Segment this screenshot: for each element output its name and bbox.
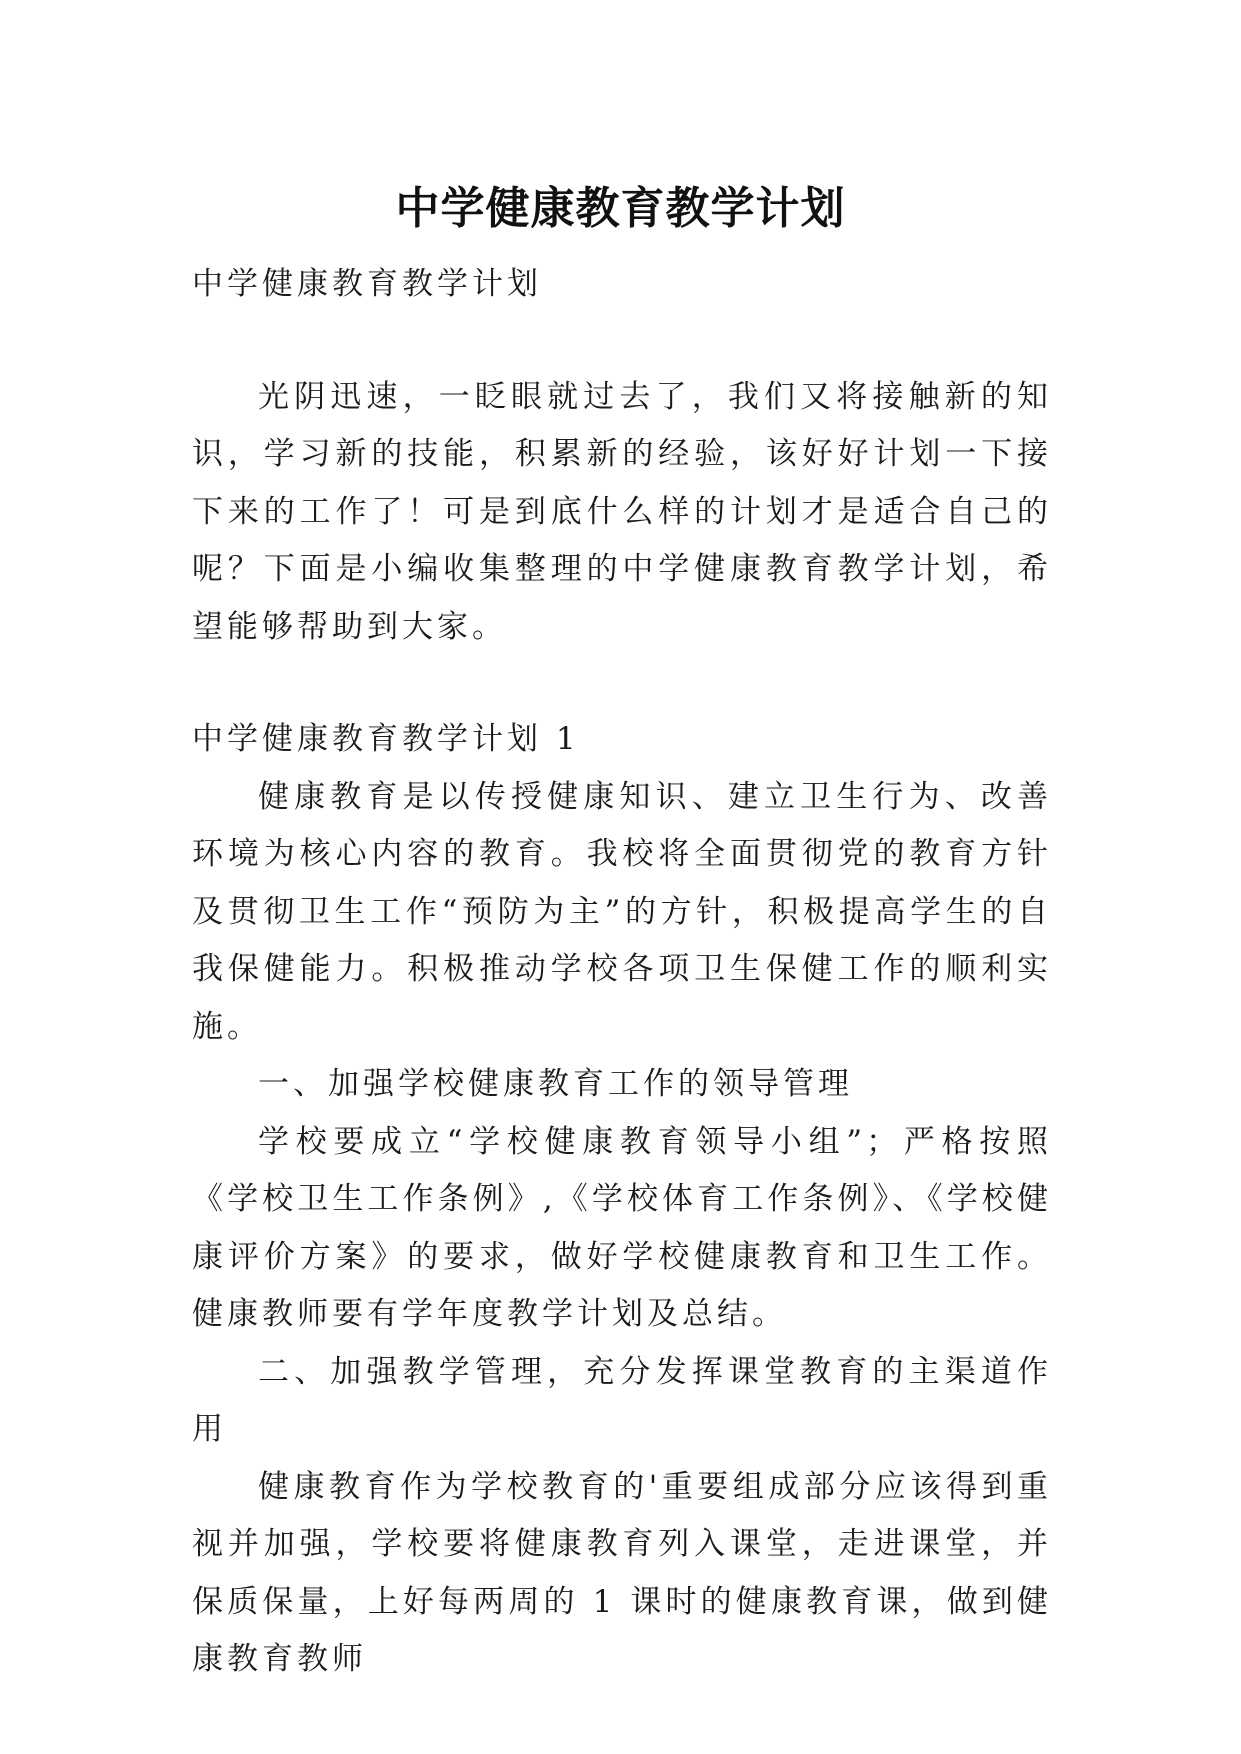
- intro-paragraph: 光阴迅速，一眨眼就过去了，我们又将接触新的知识，学习新的技能，积累新的经验，该好好计划一下接下来的工作了！可是到底什么样的计划才是适合自己的呢？下面是小编收集整理的中学健康教育教学计划，希望能够帮助到大家。: [192, 378, 1052, 645]
- body-paragraph-2: 学校要成立“学校健康教育领导小组”；严格按照《学校卫生工作条例》,《学校体育工作条例》、《学校健康评价方案》的要求，做好学校健康教育和卫生工作。健康教师要有学年度教学计划及总结。: [192, 1123, 1052, 1332]
- document-body: [192, 256, 1052, 1689]
- document-subtitle: 中学健康教育教学计划: [192, 266, 542, 302]
- section-heading-1: 一、加强学校健康教育工作的领导管理: [258, 1066, 853, 1102]
- body-paragraph-3: 健康教育作为学校教育的'重要组成部分应该得到重视并加强，学校要将健康教育列入课堂，走进课堂，并保质保量，上好每两周的 1 课时的健康教育课，做到健康教育教师: [192, 1468, 1052, 1677]
- body-paragraph-1: 健康教育是以传授健康知识、建立卫生行为、改善环境为核心内容的教育。我校将全面贯彻党的教育方针及贯彻卫生工作“预防为主”的方针，积极提高学生的自我保健能力。积极推动学校各项卫生保健工作的顺利实施。: [192, 778, 1052, 1045]
- section-heading: 中学健康教育教学计划 1: [192, 721, 580, 757]
- section-heading-2: 二、加强教学管理，充分发挥课堂教育的主渠道作用: [192, 1353, 1052, 1447]
- document-title: 中学健康教育教学计划: [395, 183, 846, 235]
